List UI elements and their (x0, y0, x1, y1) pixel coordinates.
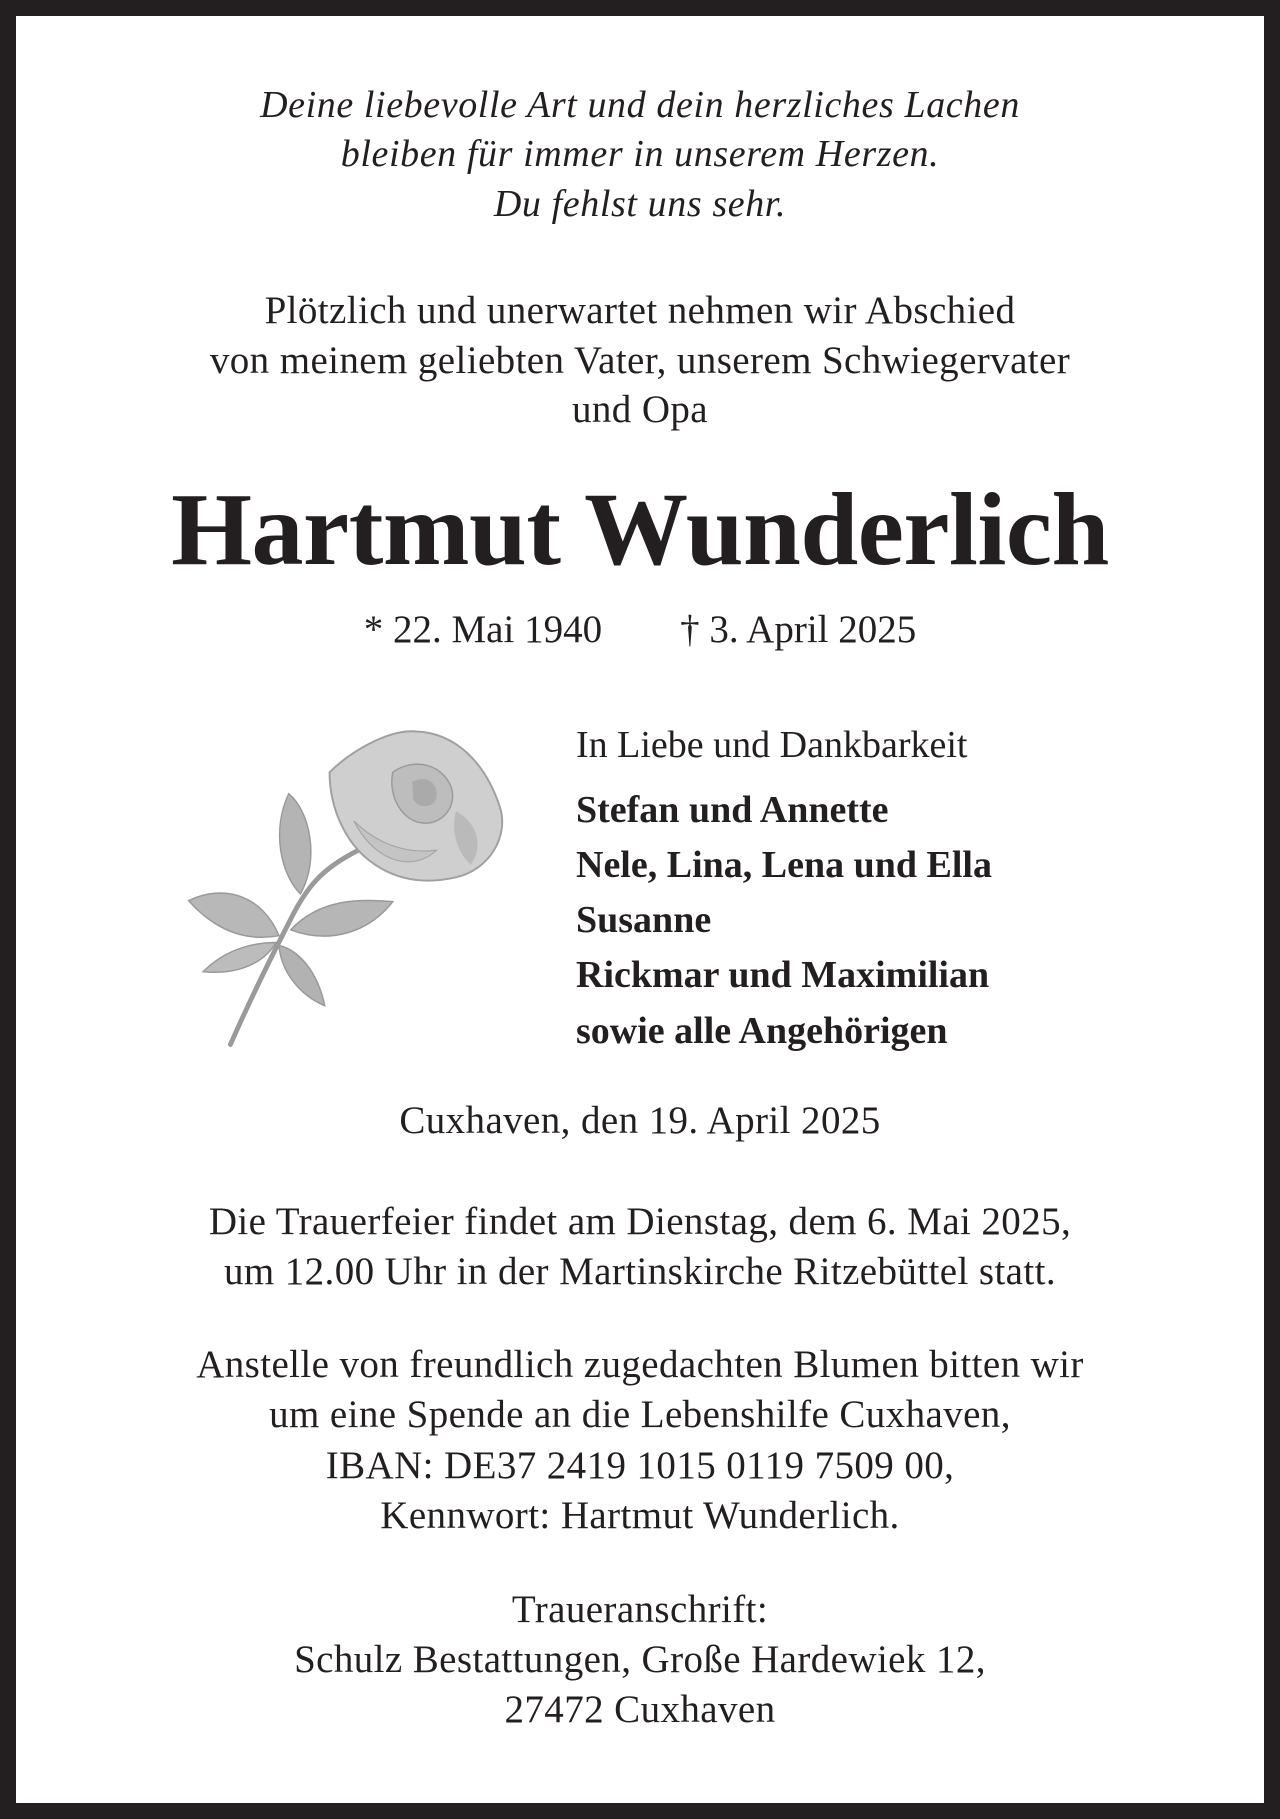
rose-icon (174, 714, 524, 1064)
donation-line: Kennwort: Hartmut Wunderlich. (380, 1494, 900, 1537)
place-date: Cuxhaven, den 19. April 2025 (399, 1099, 881, 1142)
address-line: Schulz Bestattungen, Große Hardewiek 12, (294, 1638, 986, 1681)
quote-line: bleiben für immer in unserem Herzen. (340, 133, 940, 175)
quote-line: Du fehlst uns sehr. (493, 183, 787, 225)
signature-intro: In Liebe und Dankbarkeit (576, 724, 968, 766)
life-dates (16, 610, 1264, 649)
service-line: Die Trauerfeier findet am Dienstag, dem 6. Mai 2025, (208, 1200, 1072, 1243)
mourner-name: sowie alle Angehörigen (576, 1010, 948, 1052)
intro-line: von meinem geliebten Vater, unserem Schwiegervater (209, 339, 1071, 382)
intro-line: und Opa (571, 388, 709, 431)
mourner-name: Nele, Lina, Lena und Ella (576, 844, 992, 886)
deceased-name: Hartmut Wunderlich (171, 472, 1109, 587)
mourner-name: Stefan und Annette (576, 789, 889, 831)
service-line: um 12.00 Uhr in der Martinskirche Ritzebüttel statt. (223, 1250, 1057, 1293)
intro-line: Plötzlich und unerwartet nehmen wir Abschied (264, 289, 1016, 332)
birth-date: * 22. Mai 1940 (363, 608, 603, 651)
donation-line: IBAN: DE37 2419 1015 0119 7509 00, (325, 1444, 955, 1487)
mourner-name: Rickmar und Maximilian (576, 954, 990, 996)
death-date: † 3. April 2025 (680, 608, 917, 651)
obituary-notice (16, 16, 1264, 1803)
mourner-name: Susanne (576, 899, 712, 941)
address-line: Traueranschrift: (511, 1588, 769, 1631)
donation-line: um eine Spende an die Lebenshilfe Cuxhaven, (269, 1393, 1011, 1436)
donation-line: Anstelle von freundlich zugedachten Blumen bitten wir (196, 1343, 1084, 1386)
address-line: 27472 Cuxhaven (504, 1688, 776, 1731)
quote-line: Deine liebevolle Art und dein herzliches Lachen (260, 84, 1020, 126)
